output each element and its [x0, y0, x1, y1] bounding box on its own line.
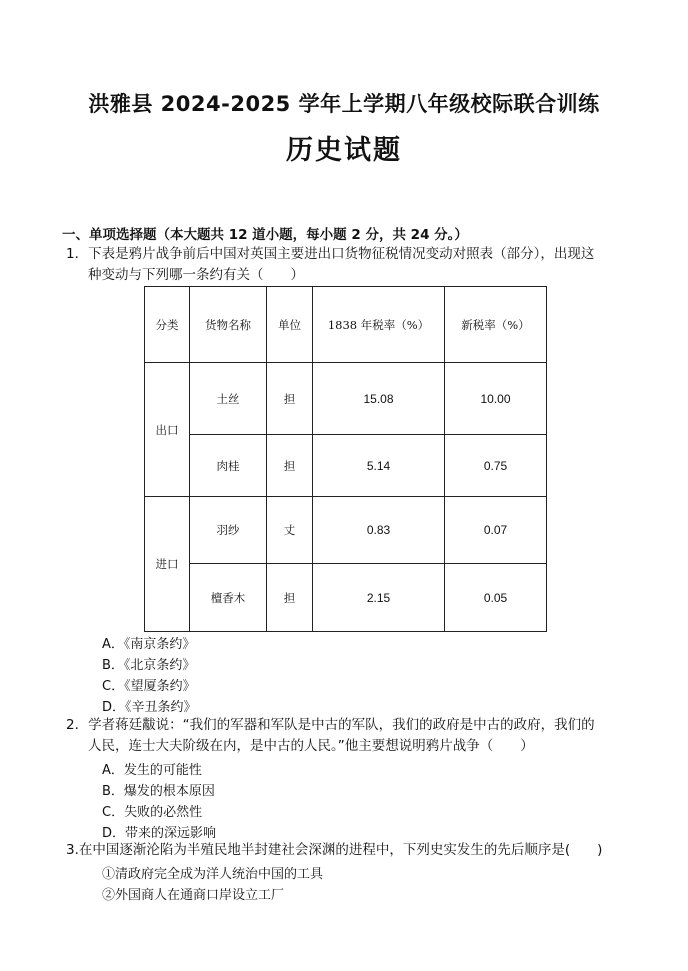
- q2-option-d[interactable]: D．带来的深远影响: [102, 826, 217, 841]
- tax-rate-table: [144, 286, 547, 632]
- new-rate-cell: 10.00: [445, 363, 547, 435]
- subject-title: 历史试题: [286, 135, 402, 166]
- q3-item-2: ②外国商人在通商口岸设立工厂: [102, 888, 285, 903]
- unit-cell: 担: [267, 564, 313, 632]
- old-rate-cell: 5.14: [313, 435, 445, 497]
- table-header-cell: 分类: [145, 287, 190, 363]
- old-rate-cell: 2.15: [313, 564, 445, 632]
- old-rate-cell: 15.08: [313, 363, 445, 435]
- question-2-text-cont: 人民，连士大夫阶级在内，是中古的人民。”他主要想说明鸦片战争（ ）: [88, 738, 534, 754]
- question-2-text: 2．学者蒋廷黻说：“我们的军器和军队是中古的军队，我们的政府是中古的政府，我们的: [66, 717, 595, 733]
- goods-name-cell: 肉桂: [190, 435, 267, 497]
- q2-option-b[interactable]: B．爆发的根本原因: [102, 784, 215, 799]
- q1-option-c[interactable]: C．《望厦条约》: [102, 679, 196, 694]
- unit-cell: 担: [267, 435, 313, 497]
- question-2: [66, 715, 595, 757]
- table-header-cell: 新税率（%）: [445, 287, 547, 363]
- table-header-row: [145, 287, 547, 363]
- goods-name-cell: 羽纱: [190, 497, 267, 564]
- question-1-text-cont: 种变动与下列哪一条约有关（ ）: [88, 267, 304, 283]
- table-row: [145, 497, 547, 564]
- question-3-text: 3.在中国逐渐沦陷为半殖民地半封建社会深渊的进程中，下列史实发生的先后顺序是( ): [66, 842, 603, 858]
- question-1-text: 1．下表是鸦片战争前后中国对英国主要进出口货物征税情况变动对照表（部分），出现这: [66, 246, 595, 262]
- new-rate-cell: 0.07: [445, 497, 547, 564]
- section-heading: 一、单项选择题（本大题共 12 道小题，每小题 2 分，共 24 分。）: [62, 227, 468, 243]
- table-header-cell: 1838 年税率（%）: [313, 287, 445, 363]
- q1-option-b[interactable]: B．《北京条约》: [102, 658, 196, 673]
- table-row: [145, 435, 547, 497]
- unit-cell: 担: [267, 363, 313, 435]
- q2-option-c[interactable]: C．失败的必然性: [102, 805, 203, 820]
- table-header-cell: 货物名称: [190, 287, 267, 363]
- table-header-cell: 单位: [267, 287, 313, 363]
- goods-name-cell: 土丝: [190, 363, 267, 435]
- unit-cell: 丈: [267, 497, 313, 564]
- category-cell: 进口: [145, 497, 190, 632]
- new-rate-cell: 0.05: [445, 564, 547, 632]
- goods-name-cell: 檀香木: [190, 564, 267, 632]
- exam-title: 洪雅县 2024-2025 学年上学期八年级校际联合训练: [88, 92, 600, 116]
- new-rate-cell: 0.75: [445, 435, 547, 497]
- q1-option-d[interactable]: D．《辛丑条约》: [102, 700, 197, 715]
- q1-option-a[interactable]: A．《南京条约》: [102, 637, 196, 652]
- table-row: [145, 564, 547, 632]
- table-row: [145, 363, 547, 435]
- category-cell: 出口: [145, 363, 190, 497]
- question-1: [66, 244, 594, 286]
- q3-item-1: ①清政府完全成为洋人统治中国的工具: [102, 867, 324, 882]
- question-3: [66, 840, 602, 861]
- old-rate-cell: 0.83: [313, 497, 445, 564]
- q2-option-a[interactable]: A．发生的可能性: [102, 763, 202, 778]
